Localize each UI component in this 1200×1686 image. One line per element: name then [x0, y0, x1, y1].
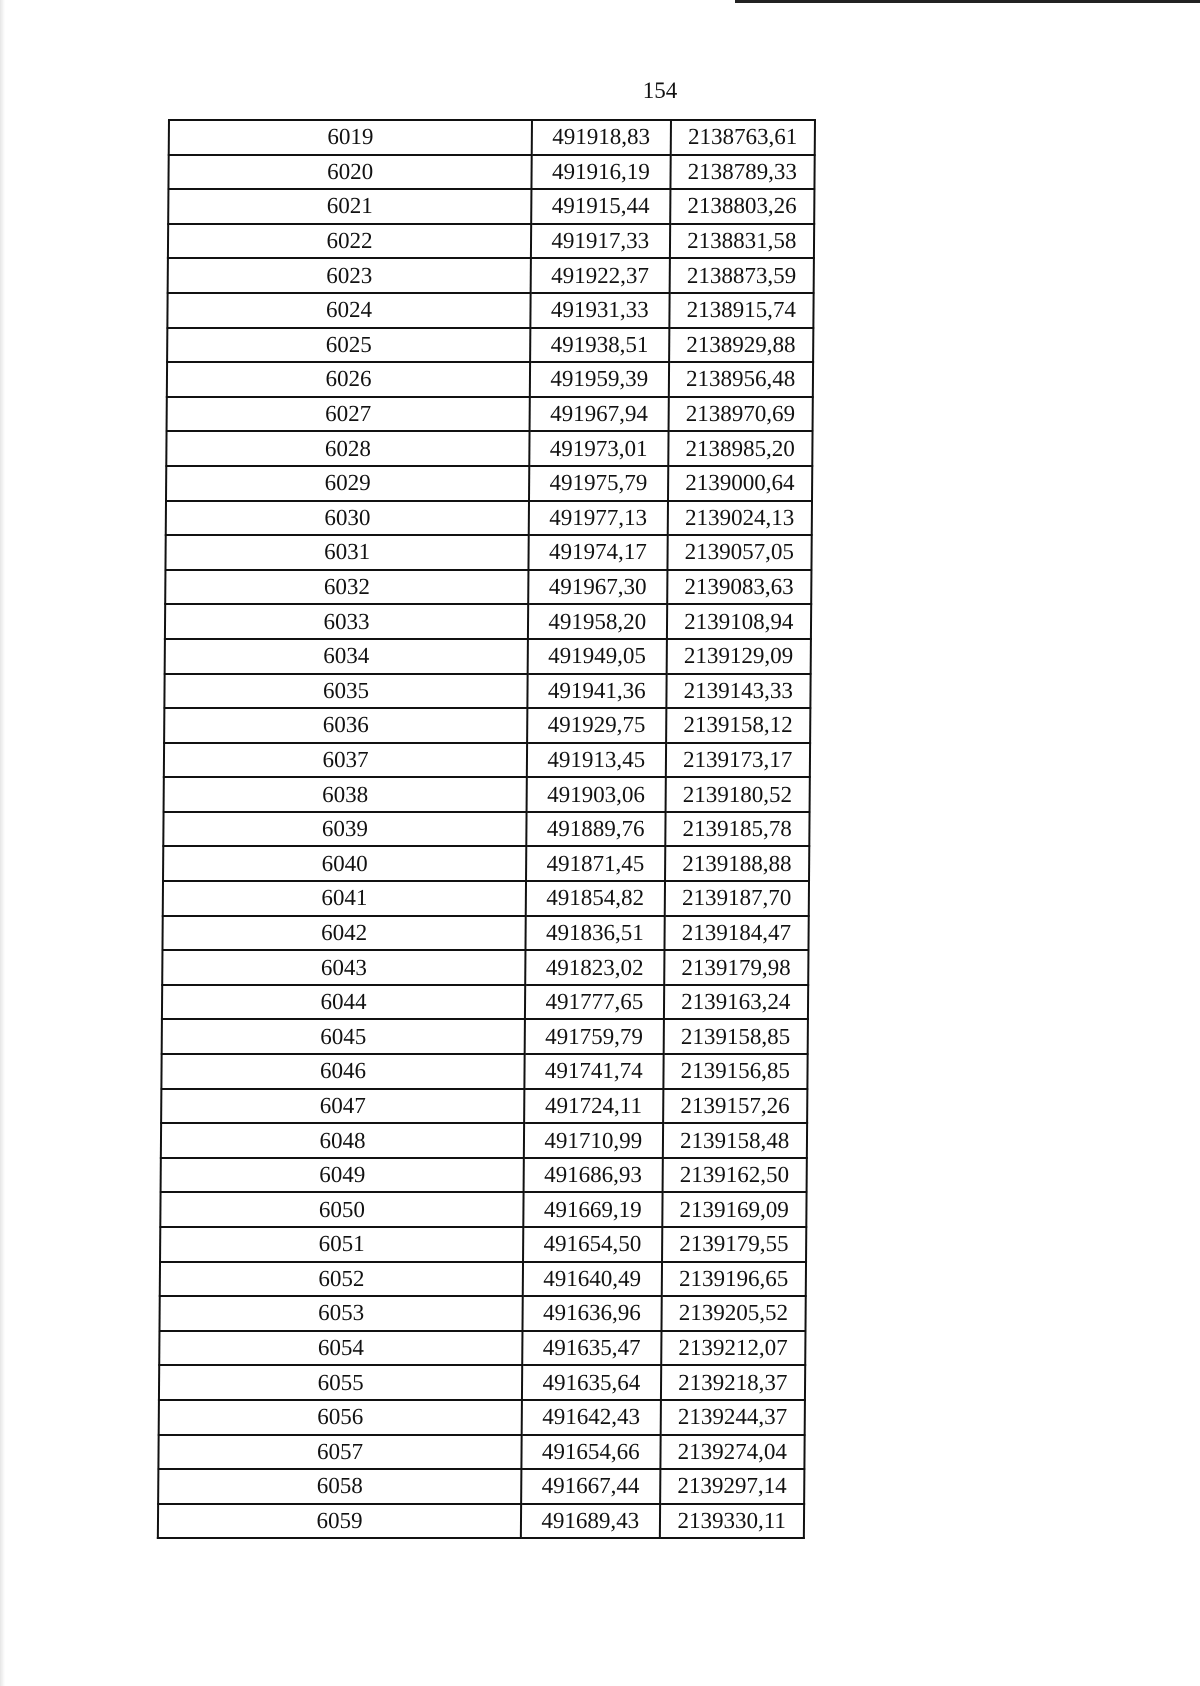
- y-coordinate-cell: 2139158,48: [662, 1123, 807, 1158]
- x-coordinate-cell: 491974,17: [529, 535, 668, 570]
- y-coordinate-cell: 2138985,20: [668, 431, 813, 466]
- y-coordinate-cell: 2139179,98: [664, 950, 809, 985]
- point-number-cell: 6056: [159, 1400, 522, 1435]
- y-coordinate-cell: 2139218,37: [660, 1365, 805, 1400]
- table-row: [158, 1504, 804, 1539]
- x-coordinate-cell: 491941,36: [527, 674, 666, 709]
- x-coordinate-cell: 491654,50: [523, 1227, 662, 1262]
- scan-edge-shadow: [0, 0, 5, 1686]
- x-coordinate-cell: 491654,66: [522, 1435, 661, 1470]
- y-coordinate-cell: 2139274,04: [660, 1435, 805, 1470]
- coordinates-table: [157, 119, 816, 1539]
- x-coordinate-cell: 491686,93: [524, 1158, 663, 1193]
- table-row: [166, 466, 812, 501]
- table-row: [160, 1192, 806, 1227]
- point-number-cell: 6038: [164, 777, 527, 812]
- table-row: [165, 639, 811, 674]
- y-coordinate-cell: 2138831,58: [669, 224, 814, 259]
- x-coordinate-cell: 491915,44: [531, 189, 670, 224]
- point-number-cell: 6028: [166, 431, 529, 466]
- point-number-cell: 6048: [161, 1123, 524, 1158]
- table-row: [164, 708, 810, 743]
- x-coordinate-cell: 491913,45: [527, 743, 666, 778]
- y-coordinate-cell: 2138873,59: [669, 258, 814, 293]
- point-number-cell: 6030: [166, 501, 529, 536]
- table-row: [163, 846, 809, 881]
- table-row: [163, 881, 809, 916]
- table-row: [158, 1435, 804, 1470]
- table-row: [166, 431, 812, 466]
- x-coordinate-cell: 491967,94: [530, 397, 669, 432]
- table-row: [165, 570, 811, 605]
- y-coordinate-cell: 2138789,33: [670, 155, 815, 190]
- y-coordinate-cell: 2139083,63: [667, 570, 812, 605]
- y-coordinate-cell: 2139179,55: [662, 1227, 807, 1262]
- point-number-cell: 6057: [158, 1435, 521, 1470]
- y-coordinate-cell: 2139187,70: [664, 881, 809, 916]
- table-row: [168, 258, 814, 293]
- table-row: [159, 1400, 805, 1435]
- x-coordinate-cell: 491917,33: [531, 224, 670, 259]
- point-number-cell: 6054: [159, 1331, 522, 1366]
- table-row: [164, 777, 810, 812]
- table-row: [161, 1089, 807, 1124]
- page-number: 154: [642, 78, 678, 103]
- x-coordinate-cell: 491667,44: [521, 1469, 660, 1504]
- x-coordinate-cell: 491931,33: [530, 293, 669, 328]
- point-number-cell: 6024: [167, 293, 530, 328]
- point-number-cell: 6032: [165, 570, 528, 605]
- x-coordinate-cell: 491918,83: [532, 120, 671, 155]
- point-number-cell: 6046: [161, 1054, 524, 1089]
- table-row: [169, 120, 815, 155]
- table-row: [168, 224, 814, 259]
- x-coordinate-cell: 491669,19: [523, 1192, 662, 1227]
- table-row: [160, 1227, 806, 1262]
- x-coordinate-cell: 491973,01: [529, 431, 668, 466]
- x-coordinate-cell: 491724,11: [524, 1089, 663, 1124]
- point-number-cell: 6043: [162, 950, 525, 985]
- point-number-cell: 6053: [159, 1296, 522, 1331]
- y-coordinate-cell: 2139057,05: [667, 535, 812, 570]
- x-coordinate-cell: 491967,30: [528, 570, 667, 605]
- y-coordinate-cell: 2139158,85: [663, 1019, 808, 1054]
- x-coordinate-cell: 491636,96: [523, 1296, 662, 1331]
- point-number-cell: 6021: [168, 189, 531, 224]
- point-number-cell: 6031: [165, 535, 528, 570]
- x-coordinate-cell: 491889,76: [526, 812, 665, 847]
- x-coordinate-cell: 491949,05: [528, 639, 667, 674]
- table-row: [162, 1019, 808, 1054]
- table-row: [162, 985, 808, 1020]
- point-number-cell: 6051: [160, 1227, 523, 1262]
- table-row: [159, 1365, 805, 1400]
- x-coordinate-cell: 491823,02: [525, 950, 664, 985]
- x-coordinate-cell: 491777,65: [525, 985, 664, 1020]
- y-coordinate-cell: 2139173,17: [665, 743, 810, 778]
- x-coordinate-cell: 491836,51: [526, 916, 665, 951]
- x-coordinate-cell: 491916,19: [532, 155, 671, 190]
- y-coordinate-cell: 2139143,33: [666, 674, 811, 709]
- y-coordinate-cell: 2138803,26: [670, 189, 815, 224]
- table-row: [161, 1054, 807, 1089]
- y-coordinate-cell: 2139188,88: [665, 846, 810, 881]
- table-row: [162, 916, 808, 951]
- x-coordinate-cell: 491741,74: [524, 1054, 663, 1089]
- x-coordinate-cell: 491635,64: [522, 1365, 661, 1400]
- table-row: [164, 743, 810, 778]
- y-coordinate-cell: 2138970,69: [668, 397, 813, 432]
- top-border-line: [735, 0, 1200, 3]
- y-coordinate-cell: 2139297,14: [660, 1469, 805, 1504]
- y-coordinate-cell: 2139158,12: [666, 708, 811, 743]
- y-coordinate-cell: 2139196,65: [661, 1262, 806, 1297]
- table-row: [167, 397, 813, 432]
- point-number-cell: 6047: [161, 1089, 524, 1124]
- y-coordinate-cell: 2139000,64: [668, 466, 813, 501]
- table-row: [167, 328, 813, 363]
- table-row: [165, 604, 811, 639]
- y-coordinate-cell: 2139330,11: [659, 1504, 804, 1539]
- y-coordinate-cell: 2139184,47: [664, 916, 809, 951]
- x-coordinate-cell: 491689,43: [521, 1504, 660, 1539]
- table-row: [168, 155, 814, 190]
- y-coordinate-cell: 2139180,52: [665, 777, 810, 812]
- table-row: [160, 1262, 806, 1297]
- point-number-cell: 6040: [163, 846, 526, 881]
- table-row: [166, 501, 812, 536]
- x-coordinate-cell: 491710,99: [524, 1123, 663, 1158]
- table-row: [165, 535, 811, 570]
- y-coordinate-cell: 2139185,78: [665, 812, 810, 847]
- table-row: [161, 1123, 807, 1158]
- x-coordinate-cell: 491958,20: [528, 604, 667, 639]
- point-number-cell: 6036: [164, 708, 527, 743]
- x-coordinate-cell: 491642,43: [522, 1400, 661, 1435]
- x-coordinate-cell: 491854,82: [526, 881, 665, 916]
- point-number-cell: 6052: [160, 1262, 523, 1297]
- x-coordinate-cell: 491640,49: [523, 1262, 662, 1297]
- point-number-cell: 6039: [163, 812, 526, 847]
- x-coordinate-cell: 491929,75: [527, 708, 666, 743]
- table-row: [168, 189, 814, 224]
- y-coordinate-cell: 2138956,48: [668, 362, 813, 397]
- y-coordinate-cell: 2139205,52: [661, 1296, 806, 1331]
- y-coordinate-cell: 2139163,24: [663, 985, 808, 1020]
- y-coordinate-cell: 2138763,61: [670, 120, 815, 155]
- x-coordinate-cell: 491975,79: [529, 466, 668, 501]
- y-coordinate-cell: 2139169,09: [662, 1192, 807, 1227]
- point-number-cell: 6050: [160, 1192, 523, 1227]
- point-number-cell: 6049: [161, 1158, 524, 1193]
- table-row: [159, 1331, 805, 1366]
- point-number-cell: 6029: [166, 466, 529, 501]
- y-coordinate-cell: 2138915,74: [669, 293, 814, 328]
- point-number-cell: 6058: [158, 1469, 521, 1504]
- point-number-cell: 6025: [167, 328, 530, 363]
- coordinates-table-body: [158, 120, 815, 1538]
- x-coordinate-cell: 491977,13: [529, 501, 668, 536]
- point-number-cell: 6042: [162, 916, 525, 951]
- table-row: [163, 812, 809, 847]
- point-number-cell: 6044: [162, 985, 525, 1020]
- point-number-cell: 6055: [159, 1365, 522, 1400]
- point-number-cell: 6035: [164, 674, 527, 709]
- point-number-cell: 6045: [162, 1019, 525, 1054]
- table-row: [162, 950, 808, 985]
- y-coordinate-cell: 2139212,07: [661, 1331, 806, 1366]
- point-number-cell: 6019: [169, 120, 532, 155]
- table-row: [164, 674, 810, 709]
- x-coordinate-cell: 491903,06: [527, 777, 666, 812]
- x-coordinate-cell: 491959,39: [530, 362, 669, 397]
- point-number-cell: 6037: [164, 743, 527, 778]
- y-coordinate-cell: 2139162,50: [662, 1158, 807, 1193]
- point-number-cell: 6023: [168, 258, 531, 293]
- y-coordinate-cell: 2139244,37: [660, 1400, 805, 1435]
- table-row: [159, 1296, 805, 1331]
- x-coordinate-cell: 491635,47: [522, 1331, 661, 1366]
- point-number-cell: 6026: [167, 362, 530, 397]
- point-number-cell: 6034: [165, 639, 528, 674]
- y-coordinate-cell: 2138929,88: [669, 328, 814, 363]
- y-coordinate-cell: 2139156,85: [663, 1054, 808, 1089]
- table-row: [158, 1469, 804, 1504]
- point-number-cell: 6027: [167, 397, 530, 432]
- x-coordinate-cell: 491922,37: [531, 258, 670, 293]
- y-coordinate-cell: 2139108,94: [666, 604, 811, 639]
- table-row: [161, 1158, 807, 1193]
- y-coordinate-cell: 2139024,13: [667, 501, 812, 536]
- point-number-cell: 6033: [165, 604, 528, 639]
- x-coordinate-cell: 491759,79: [525, 1019, 664, 1054]
- point-number-cell: 6041: [163, 881, 526, 916]
- y-coordinate-cell: 2139157,26: [663, 1089, 808, 1124]
- x-coordinate-cell: 491938,51: [530, 328, 669, 363]
- point-number-cell: 6022: [168, 224, 531, 259]
- point-number-cell: 6059: [158, 1504, 521, 1539]
- x-coordinate-cell: 491871,45: [526, 846, 665, 881]
- table-row: [167, 293, 813, 328]
- table-row: [167, 362, 813, 397]
- y-coordinate-cell: 2139129,09: [666, 639, 811, 674]
- point-number-cell: 6020: [168, 155, 531, 190]
